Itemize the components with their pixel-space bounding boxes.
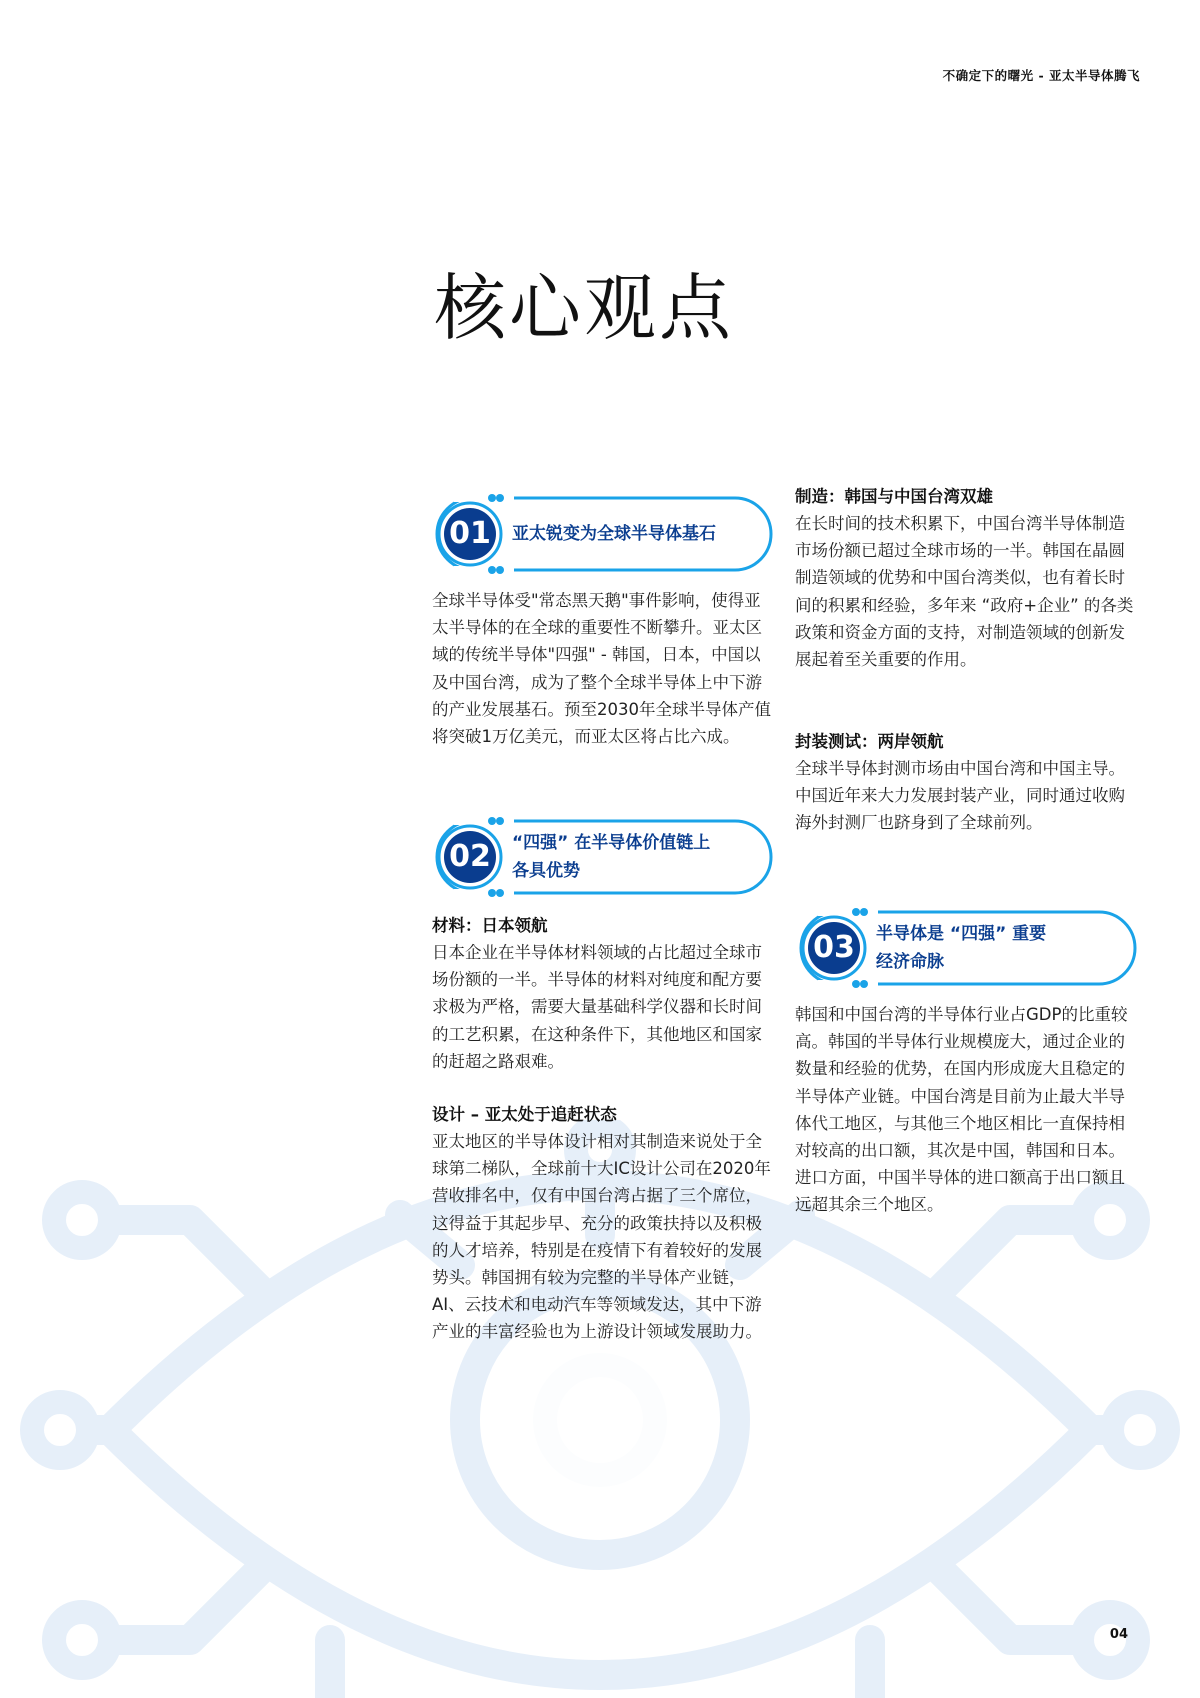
manufacturing-heading: 制造：韩国与中国台湾双雄 xyxy=(795,487,993,506)
packaging-body: 全球半导体封测市场由中国台湾和中国主导。中国近年来大力发展封装产业，同时通过收购海外封测厂也跻身到了全球前列。 xyxy=(795,759,1125,833)
section-03-badge xyxy=(798,905,1138,991)
section-02-title xyxy=(512,829,762,885)
section-03-title-line-1: 半导体是 “四强” 重要 xyxy=(876,924,1047,944)
manufacturing-body: 在长时间的技术积累下，中国台湾半导体制造市场份额已超过全球市场的一半。韩国在晶圆制造领域的优势和中国台湾类似，也有着长时间的积累和经验，多年来 “政府+企业” 的各类政策和资金方面的支持，对制造领域的创新发展起着至关重要的作用。 xyxy=(795,514,1134,670)
design-heading: 设计 – 亚太处于追赶状态 xyxy=(432,1105,617,1124)
section-03-title-line-2: 经济命脉 xyxy=(876,952,944,972)
section-01-body: 全球半导体受"常态黑天鹅"事件影响，使得亚太半导体的在全球的重要性不断攀升。亚太区域的传统半导体"四强" - 韩国，日本，中国以及中国台湾，成为了整个全球半导体上中下游的产业发展基石。预至2030年全球半导体产值将突破1万亿美元，而亚太区将占比六成。 xyxy=(432,591,771,747)
materials-heading: 材料：日本领航 xyxy=(432,916,548,935)
packaging-heading: 封装测试：两岸领航 xyxy=(795,732,944,751)
section-02-badge xyxy=(434,814,774,900)
section-02-title-line-2: 各具优势 xyxy=(512,861,580,881)
section-01-title: 亚太锐变为全球半导体基石 xyxy=(512,524,716,544)
section-03-body: 韩国和中国台湾的半导体行业占GDP的比重较高。韩国的半导体行业规模庞大，通过企业的数量和经验的优势，在国内形成庞大且稳定的半导体产业链。中国台湾是目前为止最大半导体代工地区，与其他三个地区相比一直保持相对较高的出口额，其次是中国，韩国和日本。进口方面，中国半导体的进口额高于出口额且远超其余三个地区。 xyxy=(795,1005,1128,1215)
header-title: 不确定下的曙光 - 亚太半导体腾飞 xyxy=(942,68,1140,83)
section-01-number: 01 xyxy=(449,516,491,551)
section-02-number: 02 xyxy=(449,839,491,874)
section-03-number: 03 xyxy=(813,930,855,965)
page-number: 04 xyxy=(1109,1627,1128,1642)
section-02-title-line-1: “四强” 在半导体价值链上 xyxy=(512,833,711,853)
section-03-title xyxy=(876,920,1126,976)
design-body: 亚太地区的半导体设计相对其制造来说处于全球第二梯队，全球前十大IC设计公司在2020年营收排名中，仅有中国台湾占据了三个席位，这得益于其起步早、充分的政策扶持以及积极的人才培养，特别是在疫情下有着较好的发展势头。韩国拥有较为完整的半导体产业链，AI、云技术和电动汽车等领域发达，其中下游产业的丰富经验也为上游设计领域发展助力。 xyxy=(432,1132,771,1342)
materials-body: 日本企业在半导体材料领域的占比超过全球市场份额的一半。半导体的材料对纯度和配方要求极为严格，需要大量基础科学仪器和长时间的工艺积累，在这种条件下，其他地区和国家的赶超之路艰难。 xyxy=(432,943,762,1071)
section-01-badge xyxy=(434,491,774,577)
page-title: 核心观点 xyxy=(434,266,735,350)
